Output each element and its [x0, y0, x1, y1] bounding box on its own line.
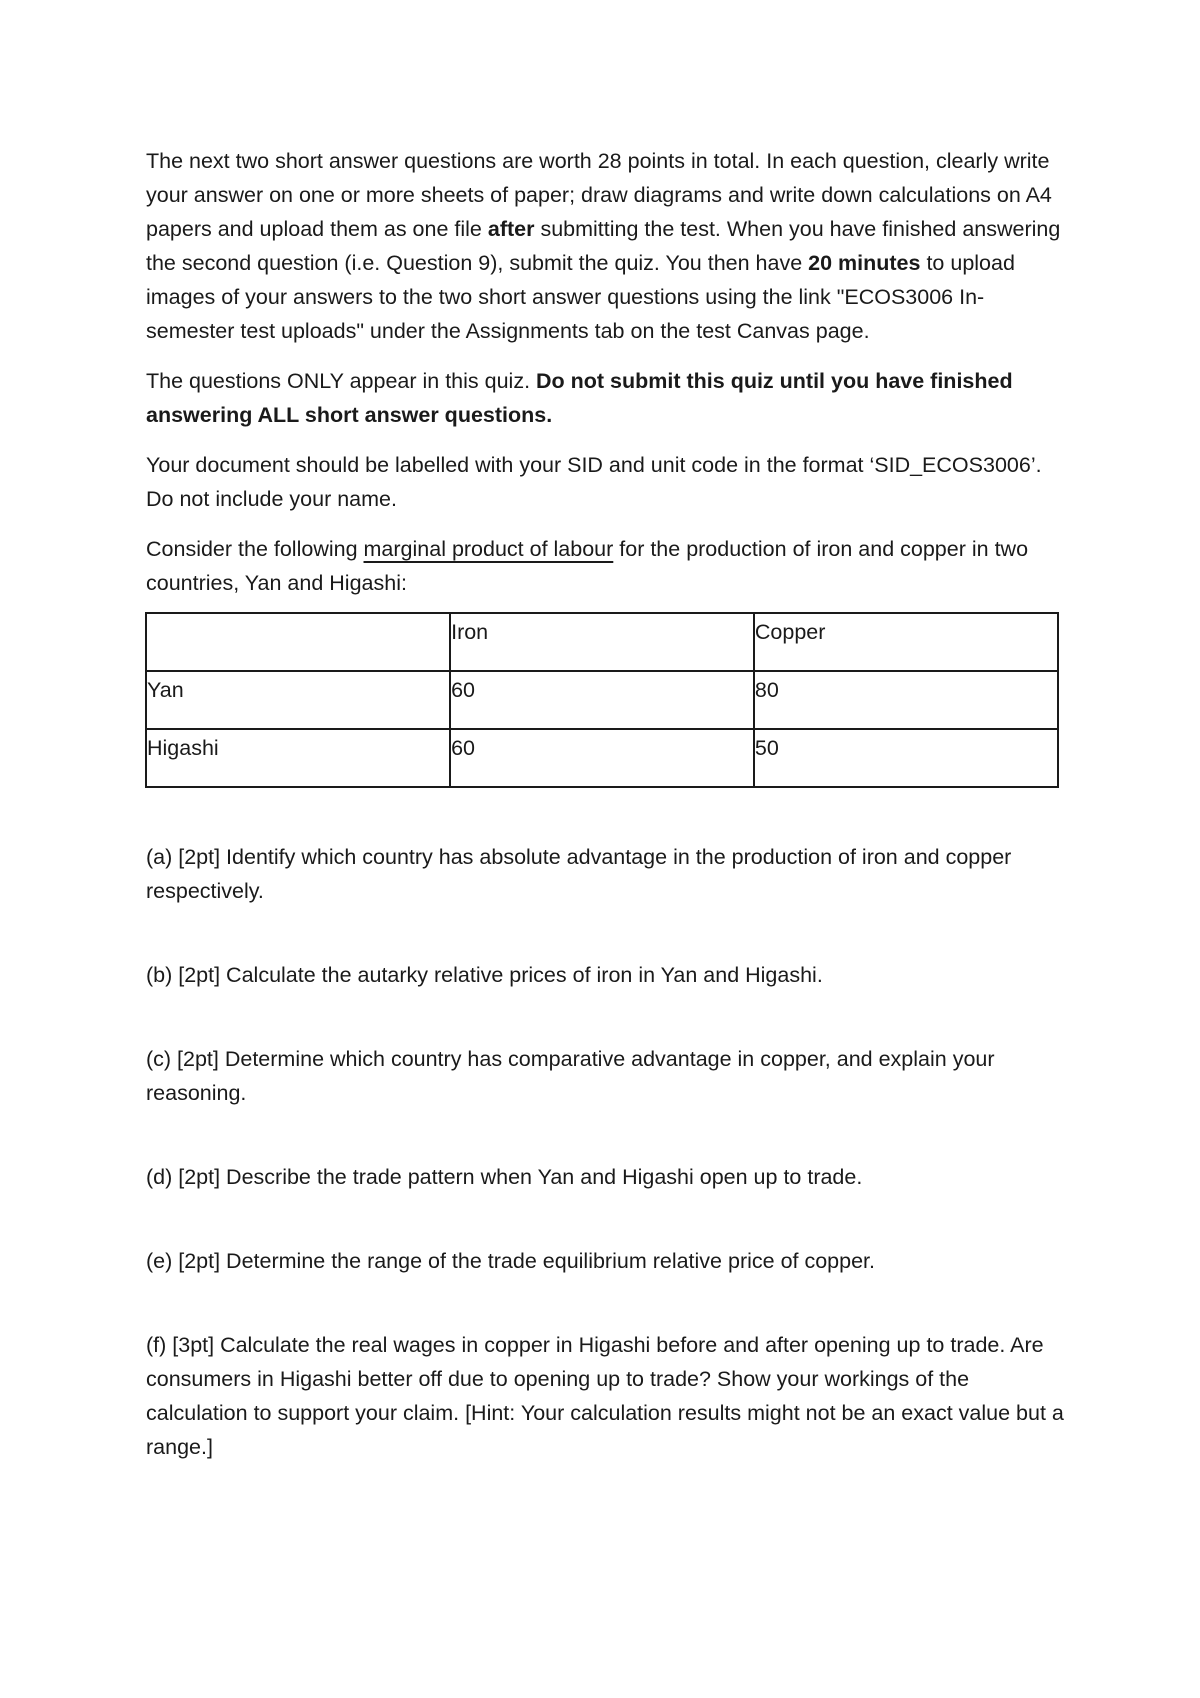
question-a: (a) [2pt] Identify which country has absolute advantage in the production of iron and copper respectively.: [146, 845, 1012, 903]
quiz-notice-paragraph: [146, 364, 1066, 432]
table-header-cell: [146, 613, 450, 671]
table-header-cell: Iron: [450, 613, 754, 671]
intro-text-1: The next two short answer questions are worth 28 points in total. In each question, clearly write your answer on one or more sheets of paper; draw diagrams and write down calculations on A4 papers and upload them as one file: [146, 149, 1052, 241]
question-d: (d) [2pt] Describe the trade pattern when Yan and Higashi open up to trade.: [146, 1165, 863, 1189]
table-cell: 50: [754, 729, 1058, 787]
marginal-product-table: [145, 612, 1059, 788]
table-row: [146, 671, 1058, 729]
table-header-cell: Copper: [754, 613, 1058, 671]
question-c: (c) [2pt] Determine which country has comparative advantage in copper, and explain your reasoning.: [146, 1047, 995, 1105]
table-cell: Yan: [146, 671, 450, 729]
question-f: (f) [3pt] Calculate the real wages in copper in Higashi before and after opening up to trade. Are consumers in Higashi better off due to opening up to trade? Show your workings of the calculation to support your claim. [Hint: Your calculation results might not be an exact value but a range.]: [146, 1333, 1064, 1459]
intro-bold-after: after: [487, 217, 535, 241]
intro-text-2: submitting the test. When you have finished answering the second question (i.e. Question 9), submit the quiz. You then have: [146, 217, 1061, 275]
quiz-notice-text: The questions ONLY appear in this quiz.: [146, 369, 537, 393]
table-cell: 60: [450, 671, 754, 729]
table-cell: 80: [754, 671, 1058, 729]
question-b: (b) [2pt] Calculate the autarky relative prices of iron in Yan and Higashi.: [146, 963, 823, 987]
question-list: [146, 840, 1066, 1464]
table-header-row: [146, 613, 1058, 671]
table-row: [146, 729, 1058, 787]
table-cell: Higashi: [146, 729, 450, 787]
intro-text-3: to upload images of your answers to the two short answer questions using the link "ECOS3006 In-semester test uploads" under the Assignments tab on the test Canvas page.: [146, 251, 1015, 343]
intro-bold-minutes: 20 minutes: [808, 251, 921, 275]
intro-paragraph: [146, 144, 1066, 348]
consider-paragraph: [146, 532, 1066, 600]
consider-underlined-term: marginal product of labour: [363, 537, 614, 561]
quiz-notice-bold: Do not submit this quiz until you have finished answering ALL short answer questions.: [146, 369, 1013, 427]
document-page: [146, 144, 1066, 1514]
question-e: (e) [2pt] Determine the range of the trade equilibrium relative price of copper.: [146, 1249, 875, 1273]
document-label-paragraph: Your document should be labelled with your SID and unit code in the format ‘SID_ECOS3006’. Do not include your name.: [146, 453, 1042, 511]
consider-text-2: for the production of iron and copper in two countries, Yan and Higashi:: [146, 537, 1029, 595]
table-cell: 60: [450, 729, 754, 787]
consider-text-1: Consider the following: [146, 537, 364, 561]
